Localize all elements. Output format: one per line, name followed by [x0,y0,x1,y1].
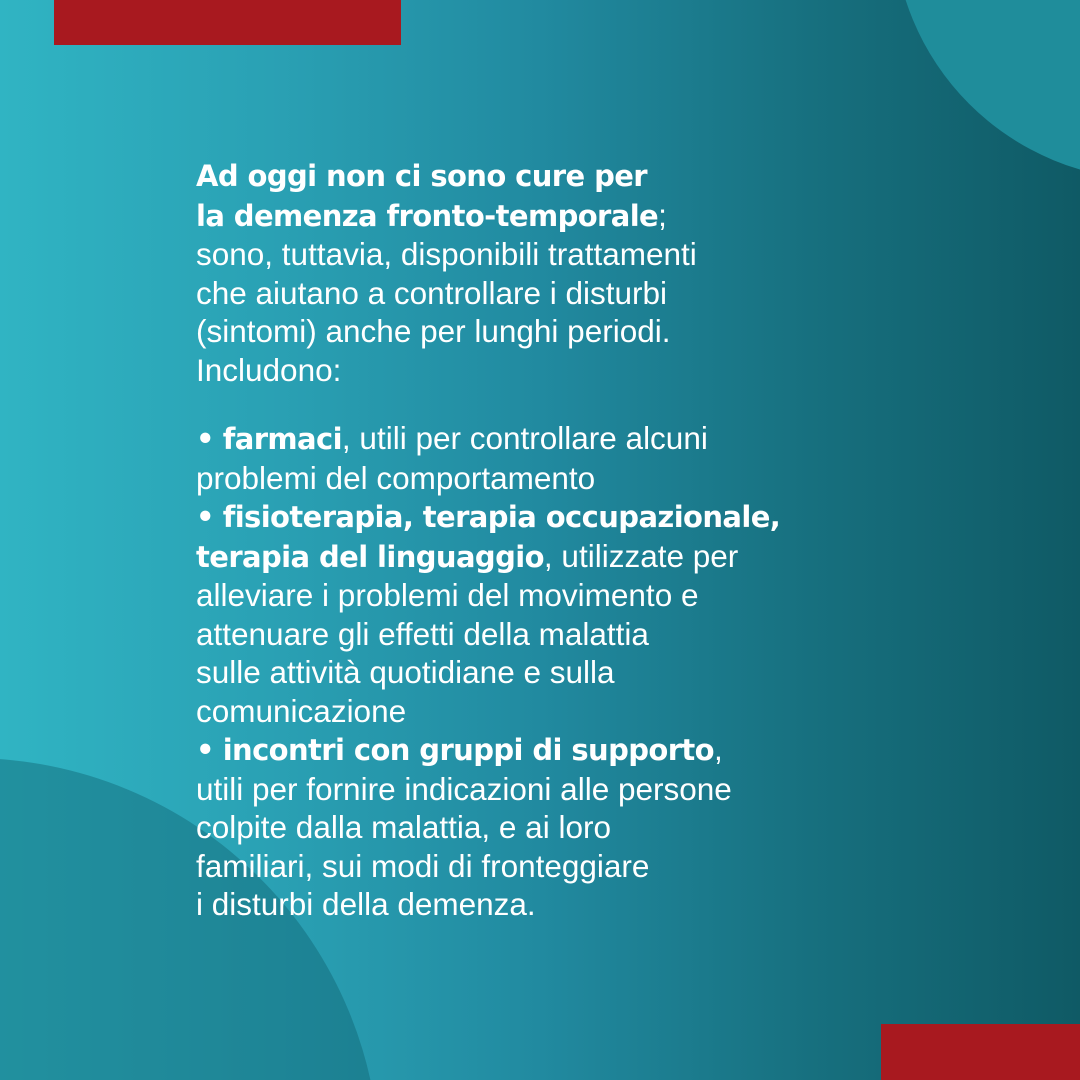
intro-line-6: Includono: [196,351,342,388]
intro-line-5: (sintomi) anche per lunghi periodi. [196,313,671,349]
bullet: • [196,500,214,534]
paragraph-gap [196,389,1056,419]
item-3-line-4: familiari, sui modi di fronteggiare [196,847,650,884]
item-2-text: , utilizzate per [543,537,739,574]
item-1-title: farmaci [222,422,342,456]
body-text [196,156,1056,924]
item-3-line-2: utili per fornire indicazioni alle persone [196,770,732,807]
bullet: • [196,422,214,456]
intro-semicolon: ; [658,196,667,233]
bullet: • [196,733,214,767]
item-2-line-3: alleviare i problemi del movimento e [196,577,699,613]
list-item [196,497,1056,730]
intro-line-4: che aiutano a controllare i disturbi [196,274,668,311]
item-3-line-5: i disturbi della demenza. [196,886,536,922]
intro-headline-line-2: la demenza fronto-temporale [196,198,659,233]
item-3-title: incontri con gruppi di supporto [222,733,714,767]
intro-line-3: sono, tuttavia, disponibili trattamenti [196,236,697,272]
list-item [196,730,1056,924]
red-accent-bar-bottom [881,1024,1080,1080]
item-2-line-5: sulle attività quotidiane e sulla [196,654,615,690]
list-item [196,419,1056,497]
item-1-line-2: problemi del comportamento [196,459,596,496]
item-3-comma: , [714,731,723,767]
item-3-line-3: colpite dalla malattia, e ai loro [196,809,611,845]
red-accent-bar-top [54,0,401,45]
intro-headline-line-1: Ad oggi non ci sono cure per [196,159,647,193]
item-2-title-line-2: terapia del linguaggio [196,539,544,574]
intro-paragraph [196,156,1056,389]
item-2-line-4: attenuare gli effetti della malattia [196,615,649,652]
item-2-title-line-1: fisioterapia, terapia occupazionale, [222,500,781,534]
decorative-circle-top-right [893,0,1080,180]
item-2-line-6: comunicazione [196,692,407,729]
item-1-text: , utili per controllare alcuni [341,420,708,456]
